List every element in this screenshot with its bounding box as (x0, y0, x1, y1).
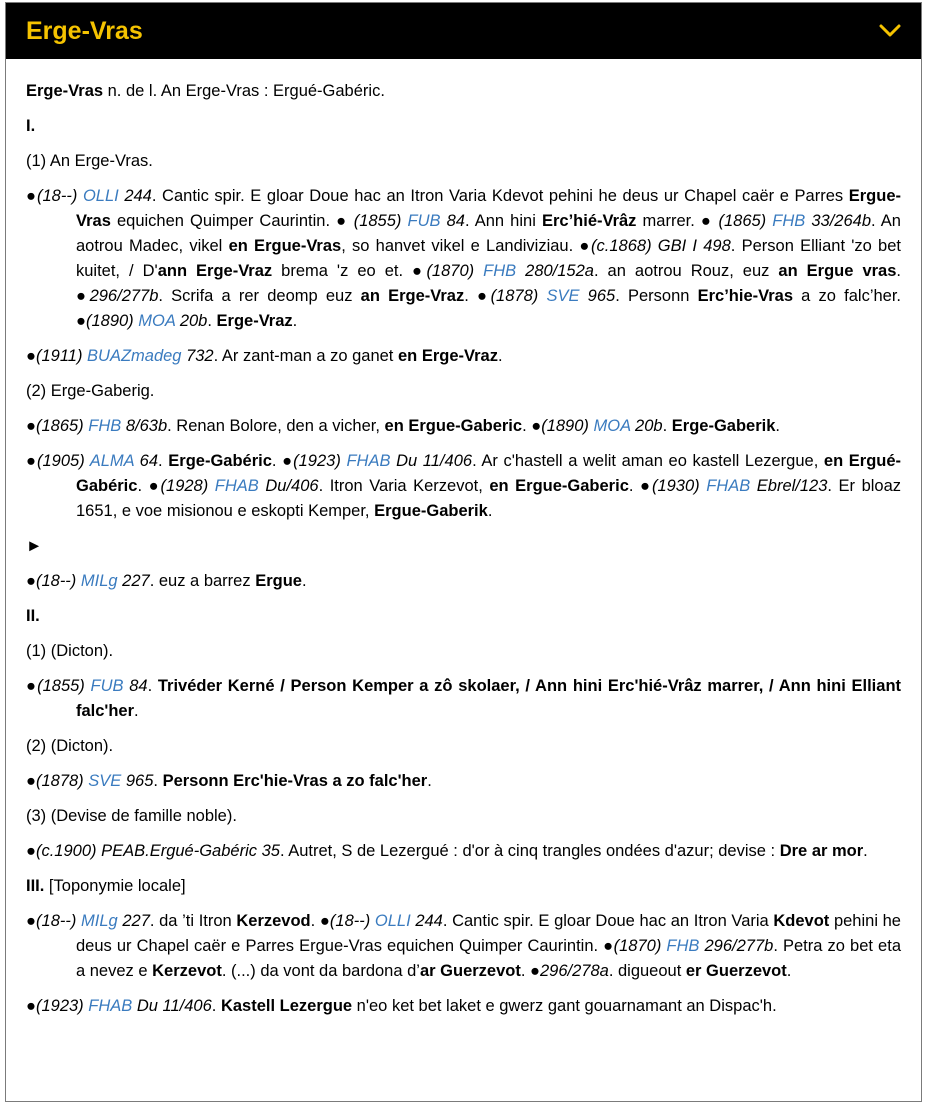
source-reference: (1855) (37, 677, 91, 695)
highlighted-term: Erge-Gaberik (671, 417, 776, 435)
source-reference: 965 (121, 772, 154, 790)
source-reference: (1930) (651, 477, 707, 495)
source-reference: 280/152a (516, 262, 594, 280)
citation-text: ● (26, 997, 36, 1015)
source-reference: (1905) (37, 452, 90, 470)
source-link[interactable]: FUB (407, 212, 441, 230)
citation-text: . euz a barrez (149, 572, 256, 590)
highlighted-term: ar Guerzevot (419, 962, 521, 980)
citation-text: ● (579, 237, 592, 255)
section-label: II. (26, 607, 40, 625)
citation-text: . (487, 502, 493, 520)
source-link[interactable]: MOA (138, 312, 176, 330)
citation-text: . Person Elliant 'zo bet kuitet, / D' (76, 237, 901, 280)
source-link[interactable]: MILg (80, 572, 118, 590)
source-reference: 20b (630, 417, 663, 435)
citation (26, 839, 901, 864)
source-reference: (1911) (35, 347, 88, 365)
source-reference: 965 (579, 287, 616, 305)
citation-text: . Autret, S de Lezergué : d'or à cinq trangles ondées d'azur; devise : (279, 842, 780, 860)
citation-text: ● (26, 417, 36, 435)
source-reference: (1923) (35, 997, 89, 1015)
source-reference: Du/406 (258, 477, 319, 495)
highlighted-term: Erc’hie-Vras (697, 287, 793, 305)
highlighted-term: Ergue-Vras (76, 187, 901, 230)
citation-text: . (896, 262, 901, 280)
source-reference: (1865) (35, 417, 89, 435)
citation-text: . (310, 912, 320, 930)
citation-text: ● (476, 287, 491, 305)
section-title: [Toponymie locale] (44, 877, 186, 895)
section-label: III. [Toponymie locale] (26, 877, 186, 895)
definition-line (26, 79, 901, 104)
citation-text: . da ’ti Itron (149, 912, 237, 930)
citation (26, 184, 901, 334)
citation-text: . (207, 312, 217, 330)
source-link[interactable]: SVE (88, 772, 122, 790)
citation-text: ● (603, 937, 614, 955)
citation-text: . Renan Bolore, den a vicher, (167, 417, 385, 435)
citation-text: marrer. (636, 212, 701, 230)
source-reference: (18--) (37, 187, 83, 205)
source-reference: (1870) (426, 262, 484, 280)
source-reference: 732 (181, 347, 214, 365)
source-reference: (18--) (35, 572, 81, 590)
source-reference: (1928) (160, 477, 215, 495)
source-reference: (c.1868) GBI I 498 (591, 237, 731, 255)
highlighted-term: en Erge-Vraz (397, 347, 498, 365)
highlighted-term: en Ergué-Gabéric (76, 452, 902, 495)
citation-text: ● (700, 212, 719, 230)
source-reference: (1923) (293, 452, 347, 470)
citation-text: ● (26, 912, 37, 930)
highlighted-term: Kerzevod (236, 912, 311, 930)
citation (26, 769, 901, 794)
citation-text: . (271, 452, 283, 470)
source-reference: (1878) (490, 287, 547, 305)
highlighted-term: Erge-Vraz (216, 312, 293, 330)
highlighted-term: Erge-Gabéric (168, 452, 272, 470)
source-reference: 33/264b (805, 212, 872, 230)
citation-text: ● (26, 772, 36, 790)
source-link[interactable]: FHB (666, 937, 700, 955)
citation (26, 569, 901, 594)
source-reference: 84 (440, 212, 465, 230)
source-reference: (18--) (329, 912, 375, 930)
citation (26, 344, 901, 369)
citation-text: ● (531, 417, 542, 435)
citation (26, 994, 901, 1019)
citation-text: . (662, 417, 672, 435)
source-reference: 244 (118, 187, 152, 205)
citation-text: . (292, 312, 298, 330)
source-link[interactable]: FHB (772, 212, 806, 230)
citation-text: . An aotrou Madec, vikel (76, 212, 901, 255)
citation-text: brema 'z eo et. (272, 262, 413, 280)
source-reference: (1865) (718, 212, 773, 230)
highlighted-term: Ergue (255, 572, 302, 590)
sense: (2) Erge-Gaberig. (26, 382, 155, 400)
citation-text: . Personn (615, 287, 698, 305)
citation-text: equichen Quimper Caurintin. (110, 212, 337, 230)
source-reference: 296/277b (699, 937, 774, 955)
highlighted-term: Dre ar mor (779, 842, 864, 860)
citation-text: a zo falc’her. (793, 287, 902, 305)
citation-text: . (497, 347, 503, 365)
citation-text: pehini he deus ur Chapel caër e Parres Ergue-Vras equichen Quimper Caurintin. (76, 912, 901, 955)
source-reference: (18--) (36, 912, 82, 930)
source-link[interactable]: FHAB (346, 452, 391, 470)
sense: (1) An Erge-Vras. (26, 152, 153, 170)
citation-text: . Cantic spir. E gloar Doue hac an Itron Varia (442, 912, 774, 930)
citation (26, 449, 901, 524)
citation (26, 909, 901, 984)
citation-text: ● (26, 842, 36, 860)
source-reference: 244 (410, 912, 443, 930)
citation-text: . Petra zo bet eta a nevez e (76, 937, 901, 980)
source-link[interactable]: OLLI (374, 912, 411, 930)
citation-text: n'eo ket bet laket e gwerz gant gouarnamant an Dispac'h. (352, 997, 777, 1015)
highlighted-term: Kdevot (773, 912, 830, 930)
citation-text: . (301, 572, 307, 590)
highlighted-term: Trivéder Kerné / Person Kemper a zô skolaer, / Ann hini Erc'hié-Vrâz marrer, / Ann hini Elliant falc'her (76, 677, 902, 720)
highlighted-term: an Erge-Vraz (360, 287, 465, 305)
source-link[interactable]: SVE (546, 287, 580, 305)
citation-text: . Scrifa a rer deomp euz (158, 287, 361, 305)
citation-text: ● (76, 312, 86, 330)
source-link[interactable]: ALMA (89, 452, 135, 470)
citation-text: ● (26, 572, 36, 590)
citation-text: . (147, 677, 158, 695)
citation-text: . (863, 842, 868, 860)
citation-text: ● (26, 452, 38, 470)
source-reference: (1878) (35, 772, 89, 790)
source-reference: Ebrel/123 (750, 477, 828, 495)
citation-text: . (775, 417, 780, 435)
source-reference: 296/277b (89, 287, 159, 305)
source-reference: 227 (117, 572, 150, 590)
citation-text: . (158, 452, 169, 470)
citation-text: . (628, 477, 641, 495)
citation-text: . (211, 997, 221, 1015)
source-link[interactable]: FHAB (214, 477, 259, 495)
highlighted-term: Erc’hié-Vrâz (541, 212, 637, 230)
citation-text: . (137, 477, 149, 495)
citation (26, 674, 901, 724)
highlighted-term: Kastell Lezergue (220, 997, 353, 1015)
citation-text: , so hanvet vikel e Landiviziau. (341, 237, 580, 255)
sense: (1) (Dicton). (26, 642, 114, 660)
source-reference: Du 11/406 (390, 452, 473, 470)
citation-text: . (134, 702, 139, 720)
citation-text: ● (148, 477, 161, 495)
citation-text: ● (26, 677, 38, 695)
source-reference: Du 11/406 (132, 997, 212, 1015)
source-link[interactable]: MILg (81, 912, 118, 930)
source-reference: (1890) (541, 417, 594, 435)
chevron-down-icon[interactable] (879, 24, 901, 38)
citation-text: . (...) da vont da bardona d’ (221, 962, 420, 980)
citation-text: . Er bloaz 1651, e voe misionou e eskopti Kemper, (76, 477, 902, 520)
source-reference: 84 (123, 677, 148, 695)
highlighted-term: er Guerzevot (685, 962, 787, 980)
highlighted-term: en Ergue-Gaberic (384, 417, 523, 435)
headword: Erge-Vras (26, 82, 104, 100)
citation-text: ● (26, 347, 36, 365)
source-reference: (c.1900) PEAB.Ergué-Gabéric 35 (35, 842, 280, 860)
source-reference: 8/63b (121, 417, 168, 435)
citation-text: ● (26, 187, 37, 205)
highlighted-term: Personn Erc'hie-Vras a zo falc'her (162, 772, 428, 790)
citation-text: . (520, 962, 531, 980)
citation-text: . (153, 772, 163, 790)
highlighted-term: Ergue-Gaberik (374, 502, 488, 520)
citation-text: ● (76, 287, 90, 305)
citation-text: ● (319, 912, 330, 930)
source-link[interactable]: FUB (90, 677, 124, 695)
source-link[interactable]: MOA (593, 417, 631, 435)
citation-text: ● (640, 477, 652, 495)
source-link[interactable]: FHAB (706, 477, 751, 495)
citation-text: . Cantic spir. E gloar Doue hac an Itron Varia Kdevot pehini he deus ur Chapel caër e Parres (151, 187, 849, 205)
citation-text: ● (412, 262, 427, 280)
source-reference: 227 (117, 912, 150, 930)
highlighted-term: Kerzevot (152, 962, 222, 980)
highlighted-term: ann Erge-Vraz (157, 262, 273, 280)
citation-text: ● (530, 962, 540, 980)
source-link[interactable]: FHAB (88, 997, 133, 1015)
source-reference: (1855) (353, 212, 408, 230)
source-link[interactable]: FHB (88, 417, 122, 435)
source-reference: (1890) (85, 312, 139, 330)
citation (26, 414, 901, 439)
citation-text: . Ar zant-man a zo ganet (213, 347, 398, 365)
highlighted-term: en Ergue-Vras (228, 237, 342, 255)
citation-text: . an aotrou Rouz, euz (593, 262, 779, 280)
highlighted-term: en Ergue-Gaberic (489, 477, 629, 495)
citation-text: . Ann hini (464, 212, 542, 230)
citation-text: . (786, 962, 792, 980)
citation-text: . digueout (608, 962, 686, 980)
section-label: I. (26, 117, 36, 135)
citation-text: . (427, 772, 432, 790)
source-reference: 20b (175, 312, 208, 330)
citation-text: . (464, 287, 477, 305)
citation-text: . Itron Varia Kerzevot, (318, 477, 490, 495)
citation-text: . (522, 417, 532, 435)
citation-text: ● (336, 212, 354, 230)
source-link[interactable]: OLLI (82, 187, 119, 205)
entry-header[interactable] (6, 3, 921, 59)
highlighted-term: an Ergue vras (778, 262, 897, 280)
source-link[interactable]: BUAZmadeg (87, 347, 182, 365)
sense: (2) (Dicton). (26, 737, 114, 755)
source-reference: 64 (134, 452, 159, 470)
source-link[interactable]: FHB (483, 262, 517, 280)
citation-text: ● (282, 452, 294, 470)
entry-content (6, 59, 921, 1019)
entry-title: Erge-Vras (26, 16, 143, 45)
source-reference: (1870) (613, 937, 667, 955)
definition: n. de l. An Erge-Vras : Ergué-Gabéric. (103, 82, 385, 100)
expand-arrow-icon[interactable]: ► (26, 537, 43, 555)
citation-text: . Ar c'hastell a welit aman eo kastell Lezergue, (472, 452, 824, 470)
source-reference: 296/278a (539, 962, 609, 980)
entry-card (5, 2, 922, 1102)
sense: (3) (Devise de famille noble). (26, 807, 237, 825)
